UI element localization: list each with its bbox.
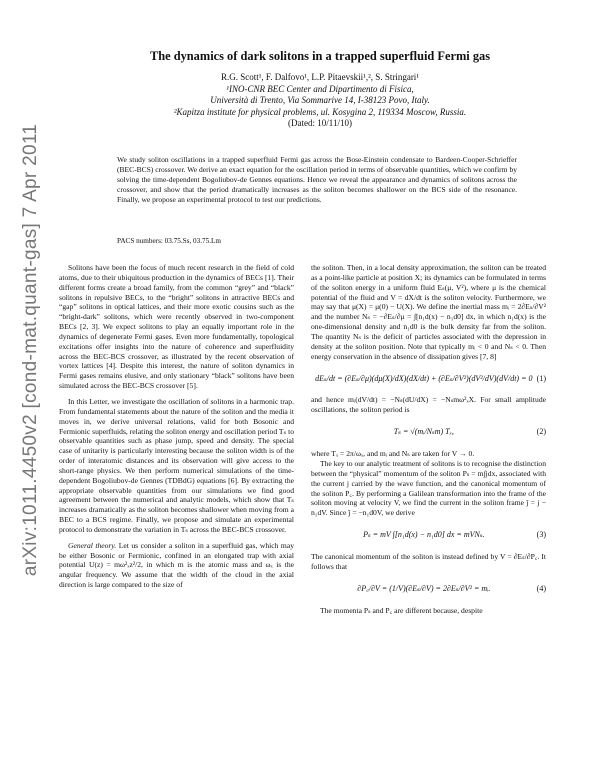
section-heading-general-theory: General theory. bbox=[68, 540, 117, 550]
equation-3 bbox=[311, 523, 546, 547]
paragraph-period-intro: and hence mᵢ(dV/dt) = −Nₛ(dU/dX) = −Nₛmω²ₓX. For small amplitude oscillations, the soliton period is bbox=[311, 395, 546, 415]
equation-4-body: ∂P꜀/∂V = (1/V)(∂Eₛ/∂V) = 2∂Eₛ/∂V² = mᵢ. bbox=[357, 583, 491, 593]
paragraph-momentum: The key to our analytic treatment of solitons is to recognise the distinction between the “physical” momentum of the soliton Pₛ = m∫jdx, associated with the current j carried by the wave function, and the canonical momentum of the soliton P꜀. By performing a Galilean transformation into the frame of the soliton moving at velocity V, we find the current in the soliton frame ĵ = j − n₁dV. Since ĵ = −n₁d0V, we derive bbox=[311, 458, 546, 518]
pacs-numbers: PACS numbers: 03.75.Ss, 03.75.Lm bbox=[117, 237, 221, 245]
abstract: We study soliton oscillations in a trapped superfluid Fermi gas across the Bose-Einstein condensate to Bardeen-Cooper-Schrieffer (BEC-BCS) crossover. We derive an exact equation for the oscillation period in terms of observable quantities, which we confirm by solving the time-dependent Bogoliubov-de Gennes equations. Hence we reveal the appearance and dynamics of solitons across the crossover, and show that the period dramatically increases as the soliton becomes shallower on the BCS side of the resonance. Finally, we propose an experimental protocol to test our predictions. bbox=[117, 155, 517, 204]
paragraph-general-theory bbox=[59, 541, 294, 590]
equation-2 bbox=[311, 420, 546, 444]
arxiv-id: arXiv:1011.4450v2 [cond-mat.quant-gas] 7 Apr 2011 bbox=[20, 123, 41, 577]
author-block bbox=[60, 72, 580, 130]
left-column bbox=[59, 263, 294, 590]
affiliation-1a: ¹INO-CNR BEC Center and Dipartimento di Fisica, bbox=[226, 83, 414, 94]
equation-2-body: Tₛ = √(mᵢ/Nₛm) Tₓ, bbox=[393, 427, 454, 437]
paragraph-canonical: The canonical momentum of the soliton is instead defined by V = ∂Eₛ/∂P꜀. It follows that bbox=[311, 552, 546, 571]
paragraph-intro: Solitons have been the focus of much recent research in the field of cold atoms, due to their ubiquitous production in the dynamics of BECs [1]. Their different forms create a broad family, from the common “grey” and “black” solitons in repulsive BECs, to the “bright” solitons in attractive BECs and “gap” solitons in optical lattices, and their more exotic cousins such as the “bright-dark” solitons, which were recently observed in two-component BECs [2, 3]. We expect solitons to play an equally important role in the dynamics of degenerate Fermi gases. Even more fundamentally, topological excitations offer insights into the nature of coherence and superfluidity across the BEC-BCS crossover, as illustrated by the recent observation of vortex lattices [4]. Despite this interest, the nature of soliton dynamics in Fermi gases remains elusive, and only stationary “black” solitons have been simulated across the BEC-BCS crossover [5]. bbox=[59, 263, 294, 391]
paragraph-letter: In this Letter, we investigate the oscillation of solitons in a harmonic trap. From fundamental statements about the nature of the soliton and the media it moves in, we derive universal relations, valid for both Bosonic and Fermionic superfluids, relating the soliton energy and oscillation period Tₛ to observable quantities such as phase jump, speed and density. The special case of unitarity is particularly interesting because the soliton width is of the order of interatomic distances and its observation will give access to the short-range physics. We then perform numerical simulations of the time-dependent Bogoliubov-de Gennes (TDBdG) equations [6]. By extracting the appropriate observable quantities from our simulations we find good agreement between the numerical and analytic models, which show that Tₛ increases dramatically as the soliton becomes shallower when moving from a BEC to a BCS regime. Finally, we propose and simulate an experimental protocol to demonstrate the variation in Tₛ across the BEC-BCS crossover. bbox=[59, 396, 294, 534]
equation-3-number: (3) bbox=[536, 530, 546, 540]
dated-line: (Dated: 10/11/10) bbox=[288, 118, 352, 128]
equation-1-body: dEₛ/dt = (∂Eₛ/∂μ)(dμ(X)/dX)(dX/dt) + (∂Eₛ/∂V²)(dV²/dV)(dV/dt) = 0 bbox=[315, 373, 533, 383]
paragraph-momenta-different: The momenta Pₛ and P꜀ are different because, despite bbox=[320, 605, 483, 615]
equation-3-body: Pₛ = mV ∫[n₁d(x) − n₁d0] dx = mVNₛ. bbox=[363, 530, 485, 540]
equation-1-number: (1) bbox=[536, 373, 546, 383]
equation-2-number: (2) bbox=[536, 427, 546, 437]
equation-4 bbox=[311, 577, 546, 601]
paper-title: The dynamics of dark solitons in a trapped superfluid Fermi gas bbox=[149, 49, 491, 63]
arxiv-stamp bbox=[18, 123, 44, 577]
paragraph-where: where Tₓ = 2π/ωₓ, and mᵢ and Nₛ are taken for V → 0. bbox=[311, 449, 475, 459]
author-list: R.G. Scott¹, F. Dalfovo¹, L.P. Pitaevskii¹,², S. Stringari¹ bbox=[220, 72, 420, 82]
general-theory-text: Let us consider a soliton in a superfluid gas, which may be either Bosonic or Fermionic, confined in an elongated trap with axial potential U(z) = mω²ₓz²/2, in which m is the atomic mass and ωₓ is the angular frequency. We assume that the width of the cloud in the axial direction is large compared to the size of bbox=[59, 540, 294, 590]
affiliation-2: ²Kapitza institute for physical problems, ul. Kosygina 2, 119334 Moscow, Russia. bbox=[173, 106, 467, 117]
affiliation-1b: Università di Trento, Via Sommarive 14, I-38123 Povo, Italy. bbox=[210, 95, 430, 105]
paragraph-soliton-particle: the soliton. Then, in a local density approximation, the soliton can be treated as a point-like particle at position X; its dynamics can be formulated in terms of the soliton energy in a uniform fluid Eₛ(μ, V²), where μ is the chemical potential of the fluid and V = dX/dt is the soliton velocity. Furthermore, we may say that μ(X) = μ(0) − U(X). We define the inertial mass mᵢ = 2∂Eₛ/∂V² and the number Nₛ = −∂Eₛ/∂μ = ∫[n₁d(x) − n₁d0] dx, in which n₁d(x) is the one-dimensional density and n₁d0 is the bulk density far from the soliton. The quantity Nₛ is the deficit of particles associated with the depression in density at the soliton position. Note that typically mᵢ < 0 and Nₛ < 0. Then energy conservation in the absence of dissipation gives [7, 8] bbox=[311, 263, 546, 361]
equation-1 bbox=[311, 366, 546, 390]
right-column bbox=[311, 263, 546, 616]
equation-4-number: (4) bbox=[536, 583, 546, 593]
